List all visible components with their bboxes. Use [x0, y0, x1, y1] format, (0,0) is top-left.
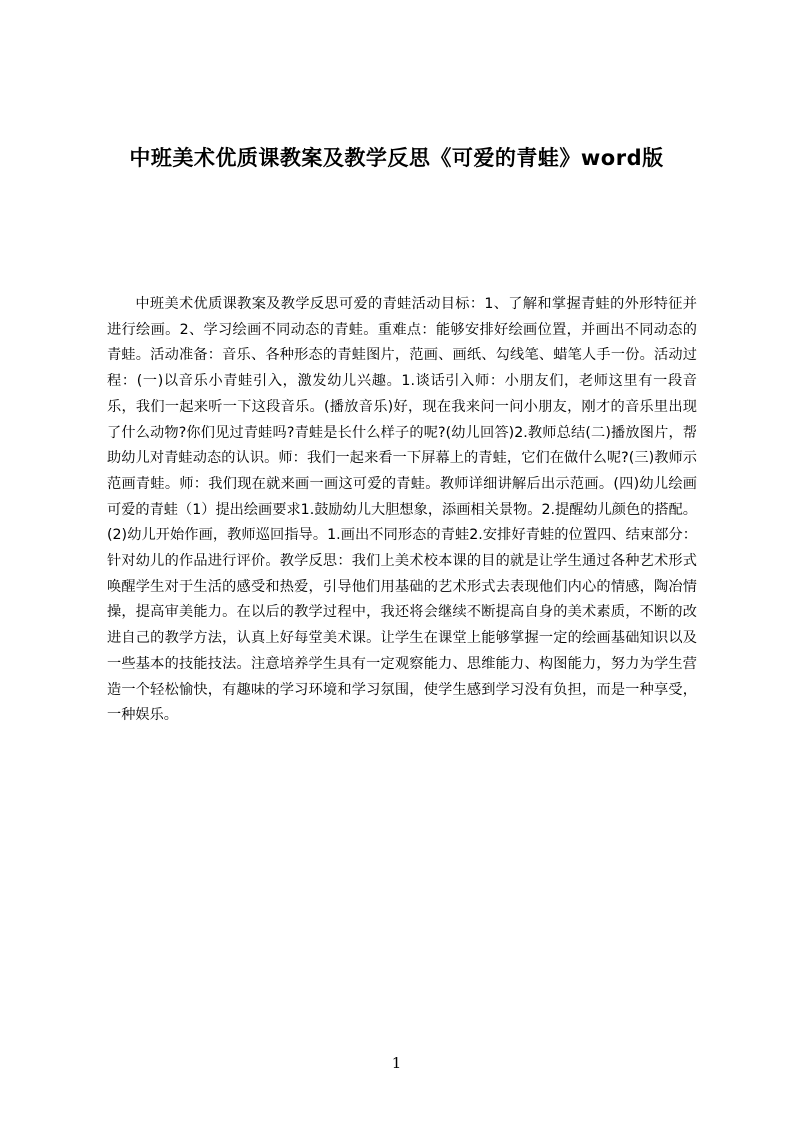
page-number: 1 — [391, 1054, 402, 1072]
document-title: 中班美术优质课教案及教学反思《可爱的青蛙》word版 — [129, 146, 664, 170]
document-body-paragraph: 中班美术优质课教案及教学反思可爱的青蛙活动目标：1、了解和掌握青蛙的外形特征并进行绘画。2、学习绘画不同动态的青蛙。重难点：能够安排好绘画位置，并画出不同动态的青蛙。活动准备：音乐、各种形态的青蛙图片，范画、画纸、勾线笔、蜡笔人手一份。活动过程：(一)以音乐小青蛙引入，激发幼儿兴趣。1.谈话引入师：小朋友们，老师这里有一段音乐，我们一起来听一下这段音乐。(播放音乐)好，现在我来问一问小朋友，刚才的音乐里出现了什么动物?你们见过青蛙吗?青蛙是长什么样子的呢?(幼儿回答)2.教师总结(二)播放图片，帮助幼儿对青蛙动态的认识。师：我们一起来看一下屏幕上的青蛙，它们在做什么呢?(三)教师示范画青蛙。师：我们现在就来画一画这可爱的青蛙。教师详细讲解后出示范画。(四)幼儿绘画可爱的青蛙（1）提出绘画要求1.鼓励幼儿大胆想象，添画相关景物。2.提醒幼儿颜色的搭配。(2)幼儿开始作画，教师巡回指导。1.画出不同形态的青蛙2.安排好青蛙的位置四、结束部分：针对幼儿的作品进行评价。教学反思：我们上美术校本课的目的就是让学生通过各种艺术形式唤醒学生对于生活的感受和热爱，引导他们用基础的艺术形式去表现他们内心的情感，陶冶情操，提高审美能力。在以后的教学过程中，我还将会继续不断提高自身的美术素质，不断的改进自己的教学方法，认真上好每堂美术课。让学生在课堂上能够掌握一定的绘画基础知识以及一些基本的技能技法。注意培养学生具有一定观察能力、思维能力、构图能力，努力为学生营造一个轻松愉快，有趣味的学习环境和学习氛围，使学生感到学习没有负担，而是一种享受，一种娱乐。 — [107, 296, 697, 724]
